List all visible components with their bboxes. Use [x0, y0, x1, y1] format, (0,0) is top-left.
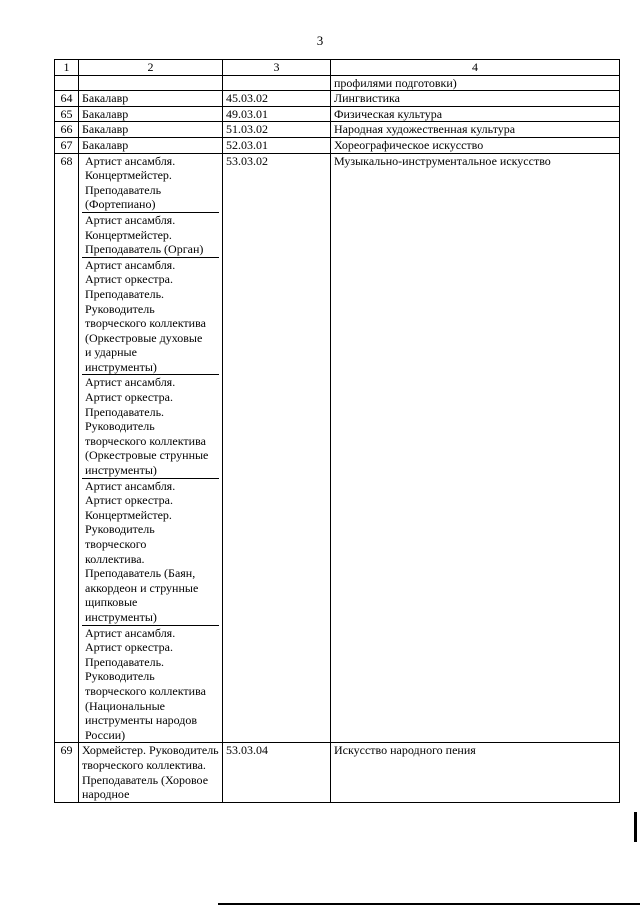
row-number: 68: [55, 153, 79, 743]
specialty-code: 52.03.01: [223, 137, 331, 153]
qualification-entry: Артист ансамбля. Концертмейстер. Преподаватель (Орган): [82, 213, 219, 258]
specialty-code: 51.03.02: [223, 122, 331, 138]
qualification-entry: Бакалавр: [79, 137, 223, 153]
continuation-text: профилями подготовки): [331, 75, 620, 91]
scan-edge-mark: [634, 812, 637, 842]
row-number: 64: [55, 91, 79, 107]
page-number: 3: [316, 33, 324, 48]
specialty-name: Лингвистика: [331, 91, 620, 107]
column-header-4: 4: [331, 60, 620, 76]
column-header-2: 2: [79, 60, 223, 76]
specialty-name: Хореографическое искусство: [331, 137, 620, 153]
specialty-code: 53.03.04: [223, 743, 331, 802]
table-cell: [55, 75, 79, 91]
row-number: 69: [55, 743, 79, 802]
qualification-entry: Артист ансамбля. Артист оркестра. Преподаватель. Руководитель творческого коллектива (Оркестровые струнные инструменты): [82, 375, 219, 478]
specialty-code: 49.03.01: [223, 106, 331, 122]
table-row: [55, 122, 620, 138]
continuation-row: [55, 75, 620, 91]
row-number: 65: [55, 106, 79, 122]
column-header-3: 3: [223, 60, 331, 76]
specialty-name: Музыкально-инструментальное искусство: [331, 153, 620, 743]
specialty-code: 53.03.02: [223, 153, 331, 743]
table-cell: [223, 75, 331, 91]
qualification-entry: Артист ансамбля. Артист оркестра. Преподаватель. Руководитель творческого коллектива (Оркестровые духовые и ударные инструменты): [82, 258, 219, 376]
qualification-entry: Артист ансамбля. Артист оркестра. Преподаватель. Руководитель творческого коллектива (Национальные инструменты народов России): [85, 625, 206, 742]
specialty-code: 45.03.02: [223, 91, 331, 107]
table-row: [55, 106, 620, 122]
header-row: [55, 60, 620, 76]
qualification-entry: Артист ансамбля. Артист оркестра. Концертмейстер. Руководитель творческого коллектива. Преподаватель (Баян, аккордеон и струнные щипковые инструменты): [82, 479, 219, 626]
table-row: [55, 153, 620, 743]
table-row: [55, 137, 620, 153]
row-number: 67: [55, 137, 79, 153]
qualification-entry: Бакалавр: [79, 122, 223, 138]
table-cell: [79, 75, 223, 91]
row-number: 66: [55, 122, 79, 138]
table-row: [55, 91, 620, 107]
qualification-entry: Артист ансамбля. Концертмейстер. Преподаватель (Фортепиано): [82, 154, 219, 213]
qualification-entry: Хормейстер. Руководитель творческого коллектива. Преподаватель (Хоровое народное: [79, 743, 223, 802]
specialties-table: [54, 59, 620, 803]
column-header-1: 1: [55, 60, 79, 76]
qualification-entry: Бакалавр: [79, 106, 223, 122]
qualification-entry: Бакалавр: [79, 91, 223, 107]
specialty-name: Народная художественная культура: [331, 122, 620, 138]
specialty-name: Физическая культура: [331, 106, 620, 122]
specialty-name: Искусство народного пения: [331, 743, 620, 802]
table-row: [55, 743, 620, 802]
